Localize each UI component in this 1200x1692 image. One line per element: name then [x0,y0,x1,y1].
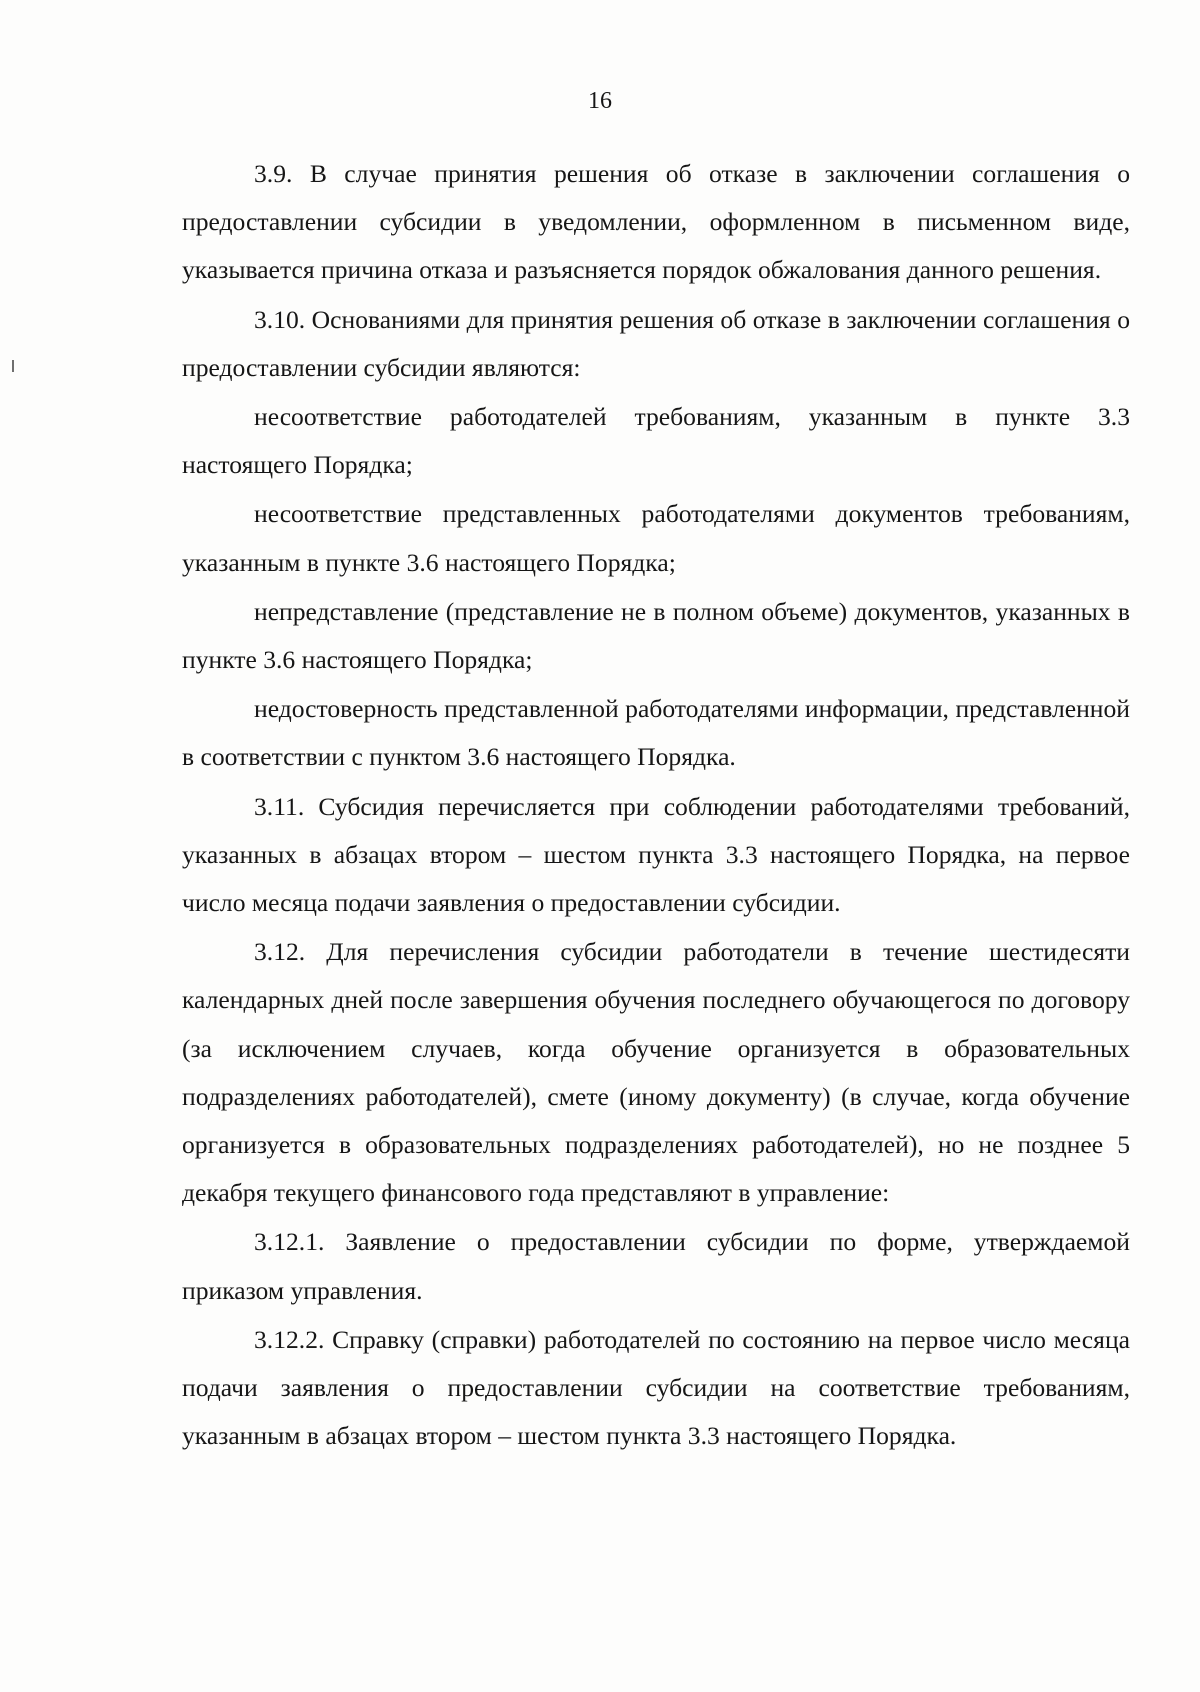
paragraph-3-12: 3.12. Для перечисления субсидии работодатели в течение шестидесяти календарных дней после завершения обучения последнего обучающегося по договору (за исключением случаев, когда обучение организуется в образовательных подразделениях работодателей), смете (иному документу) (в случае, когда обучение организуется в образовательных подразделениях работодателей), но не позднее 5 декабря текущего финансового года представляют в управление: [182,937,1130,1208]
list-item-grounds-1: несоответствие работодателей требованиям, указанным в пункте 3.3 настоящего Порядка; [182,402,1130,480]
paragraph-3-9: 3.9. В случае принятия решения об отказе в заключении соглашения о предоставлении субсидии в уведомлении, оформленном в письменном виде, указывается причина отказа и разъясняется порядок обжалования данного решения. [182,159,1130,285]
paragraph-3-12-1: 3.12.1. Заявление о предоставлении субсидии по форме, утверждаемой приказом управления. [182,1227,1130,1305]
list-item-grounds-3: непредставление (представление не в полном объеме) документов, указанных в пункте 3.6 настоящего Порядка; [182,596,1130,675]
list-item-grounds-4: недостоверность представленной работодателями информации, представленной в соответствии с пунктом 3.6 настоящего Порядка. [182,694,1130,772]
paragraph-3-10: 3.10. Основаниями для принятия решения об отказе в заключении соглашения о предоставлении субсидии являются: [182,304,1130,382]
scan-artifact-mark [12,360,14,372]
document-body [182,150,1130,1461]
list-item-grounds-2: несоответствие представленных работодателями документов требованиям, указанным в пункте 3.6 настоящего Порядка; [182,499,1130,577]
paragraph-3-11: 3.11. Субсидия перечисляется при соблюдении работодателями требований, указанных в абзацах втором – шестом пункта 3.3 настоящего Порядка, на первое число месяца подачи заявления о предоставлении субсидии. [182,791,1130,918]
page-number: 16 [588,88,612,114]
paragraph-3-12-2: 3.12.2. Справку (справки) работодателей по состоянию на первое число месяца подачи заявления о предоставлении субсидии на соответствие требованиям, указанным в абзацах втором – шестом пункта 3.3 настоящего Порядка. [182,1324,1130,1451]
